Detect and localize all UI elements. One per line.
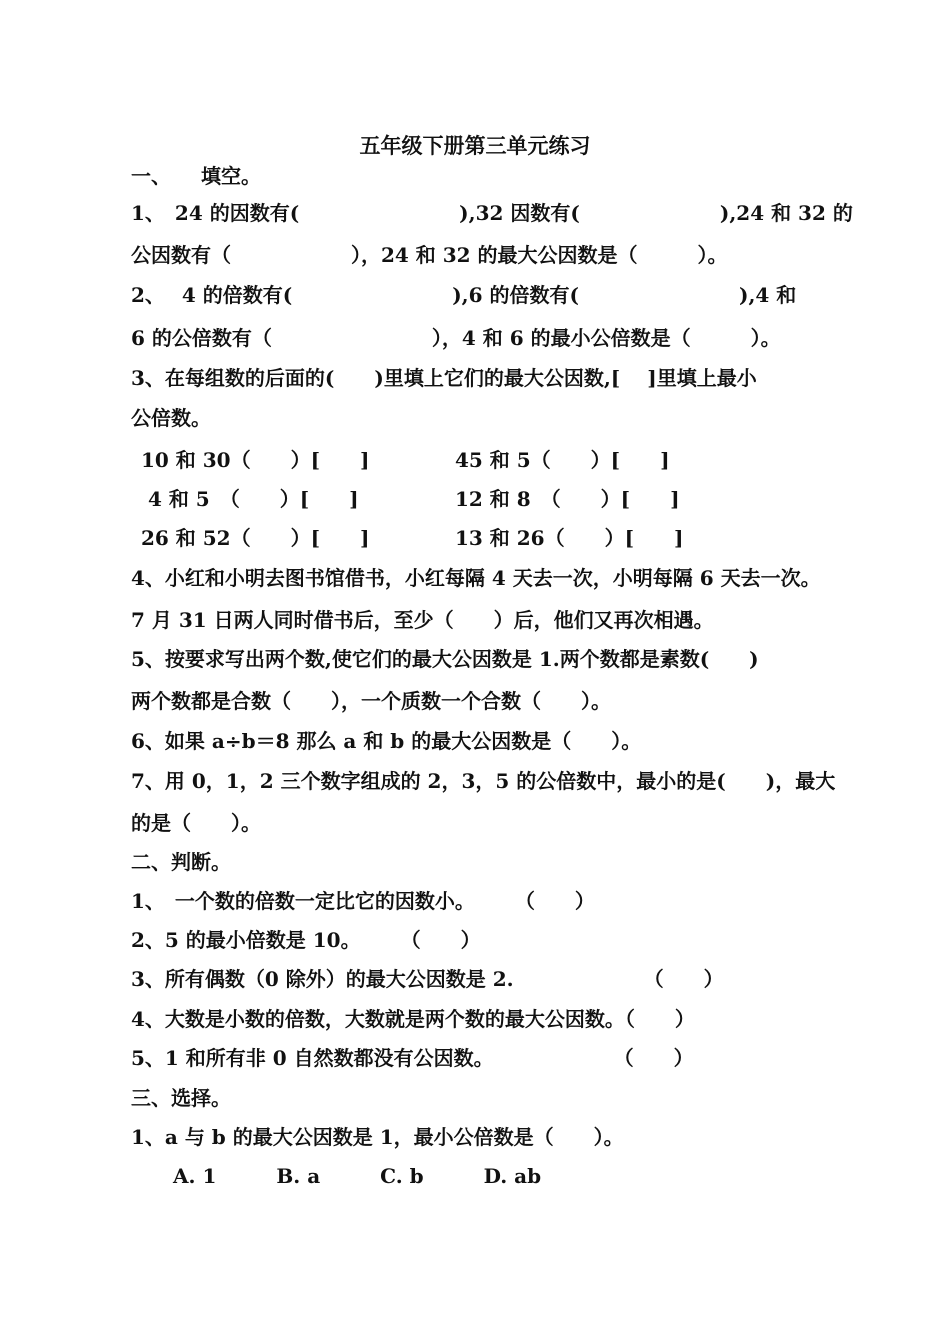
- question-5-line-1: 5、按要求写出两个数,使它们的最大公因数是 1.两个数都是素数( ): [131, 647, 759, 671]
- judge-item-5: 5、1 和所有非 0 自然数都没有公因数。 （ ）: [131, 1046, 694, 1070]
- section-heading-fill-in: 一、 填空。: [131, 164, 261, 188]
- pair-row-3-left: 26 和 52（ ）[ ]: [141, 526, 370, 550]
- section-heading-choice: 三、选择。: [131, 1086, 231, 1110]
- section-heading-judge: 二、判断。: [131, 850, 231, 874]
- question-7-line-1: 7、用 0，1，2 三个数字组成的 2，3，5 的公倍数中，最小的是( )，最大: [131, 769, 836, 793]
- question-6: 6、如果 a÷b＝8 那么 a 和 b 的最大公因数是（ ）。: [131, 729, 642, 753]
- judge-item-3: 3、所有偶数（0 除外）的最大公因数是 2. （ ）: [131, 967, 724, 991]
- question-3-line-1: 3、在每组数的后面的( )里填上它们的最大公因数,[ ]里填上最小: [131, 366, 757, 390]
- choice-item-1: 1、a 与 b 的最大公因数是 1，最小公倍数是（ ）。: [131, 1125, 624, 1149]
- question-1-line-1: 1、 24 的因数有( ),32 因数有( ),24 和 32 的: [131, 201, 853, 225]
- question-4-line-1: 4、小红和小明去图书馆借书，小红每隔 4 天去一次，小明每隔 6 天去一次。: [131, 566, 821, 590]
- question-3-line-2: 公倍数。: [131, 406, 211, 430]
- question-5-line-2: 两个数都是合数（ ），一个质数一个合数（ ）。: [131, 689, 611, 713]
- pair-row-2-right: 12 和 8 （ ）[ ]: [455, 487, 680, 511]
- pair-row-1-right: 45 和 5（ ）[ ]: [455, 448, 670, 472]
- question-7-line-2: 的是（ ）。: [131, 811, 261, 835]
- question-4-line-2: 7 月 31 日两人同时借书后，至少（ ）后，他们又再次相遇。: [131, 608, 714, 632]
- question-1-line-2: 公因数有（ ），24 和 32 的最大公因数是（ ）。: [131, 243, 728, 267]
- judge-item-2: 2、5 的最小倍数是 10。 （ ）: [131, 928, 481, 952]
- question-2-line-2: 6 的公倍数有（ ），4 和 6 的最小公倍数是（ ）。: [131, 326, 781, 350]
- question-2-line-1: 2、 4 的倍数有( ),6 的倍数有( ),4 和: [131, 283, 797, 307]
- judge-item-4: 4、大数是小数的倍数，大数就是两个数的最大公因数。（ ）: [131, 1007, 695, 1031]
- page-title: 五年级下册第三单元练习: [359, 133, 591, 158]
- pair-row-3-right: 13 和 26（ ）[ ]: [455, 526, 684, 550]
- judge-item-1: 1、 一个数的倍数一定比它的因数小。 （ ）: [131, 889, 595, 913]
- pair-row-2-left: 4 和 5 （ ）[ ]: [141, 487, 359, 511]
- choice-options: A. 1 B. a C. b D. ab: [173, 1164, 542, 1188]
- pair-row-1-left: 10 和 30（ ）[ ]: [141, 448, 370, 472]
